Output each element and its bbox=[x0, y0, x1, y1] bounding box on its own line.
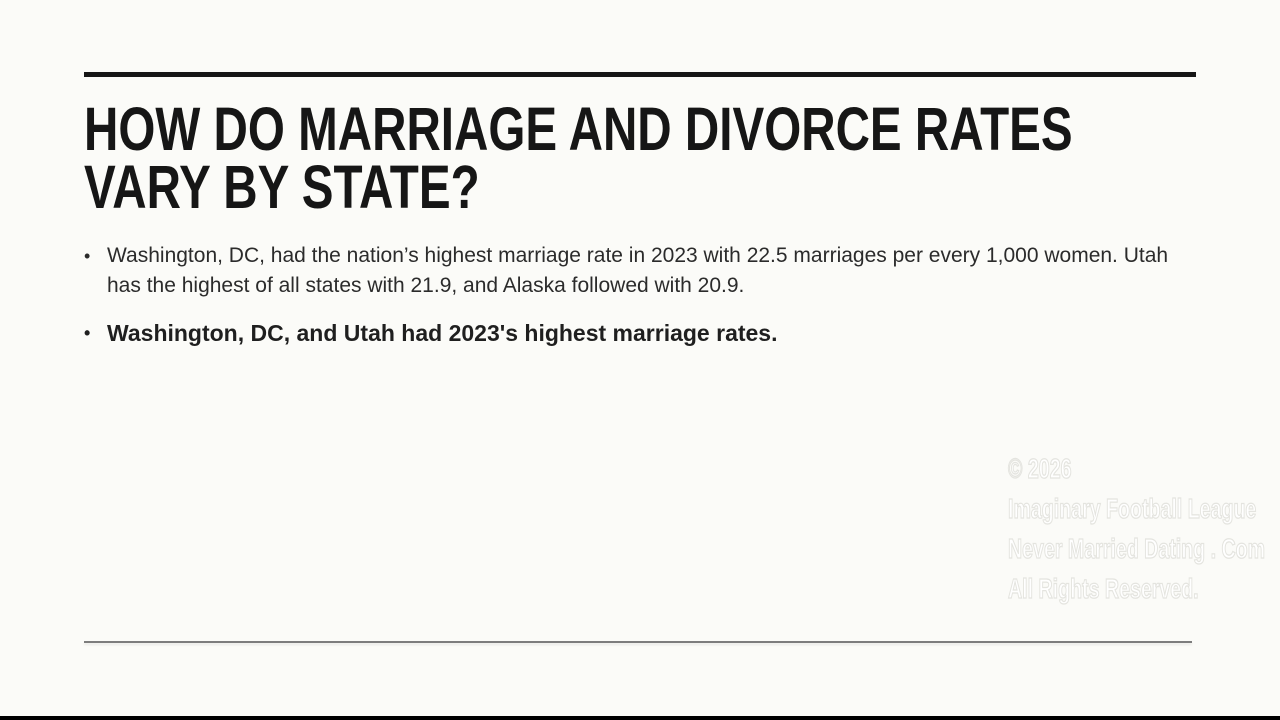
page-title bbox=[84, 95, 1073, 221]
page-title-line-1: HOW DO MARRIAGE AND DIVORCE RATES bbox=[84, 95, 1073, 163]
footer-rule bbox=[84, 641, 1192, 643]
watermark-line: © 2026 bbox=[1008, 453, 1072, 484]
bullet-text: Washington, DC, and Utah had 2023's highest marriage rates. bbox=[107, 320, 778, 346]
page-title-line-2: VARY BY STATE? bbox=[84, 153, 480, 221]
bullet-marker: • bbox=[84, 246, 91, 266]
bullet-list bbox=[84, 241, 1176, 365]
watermark-line: Never Married Dating . Com bbox=[1008, 533, 1266, 564]
bullet-text: Washington, DC, had the nation’s highest marriage rate in 2023 with 22.5 marriages per every 1,000 women. Utah has the highest of all states with 21.9, and Alaska followed with 20.9. bbox=[107, 244, 1169, 297]
bullet-item bbox=[84, 318, 1176, 348]
letterbox-bottom-bar bbox=[0, 716, 1280, 720]
watermark bbox=[1008, 449, 1265, 609]
bullet-marker: • bbox=[84, 323, 91, 343]
watermark-line: All Rights Reserved. bbox=[1008, 573, 1199, 604]
bullet-item bbox=[84, 241, 1176, 301]
watermark-line: Imaginary Football League bbox=[1008, 493, 1257, 524]
title-top-rule bbox=[84, 72, 1196, 77]
